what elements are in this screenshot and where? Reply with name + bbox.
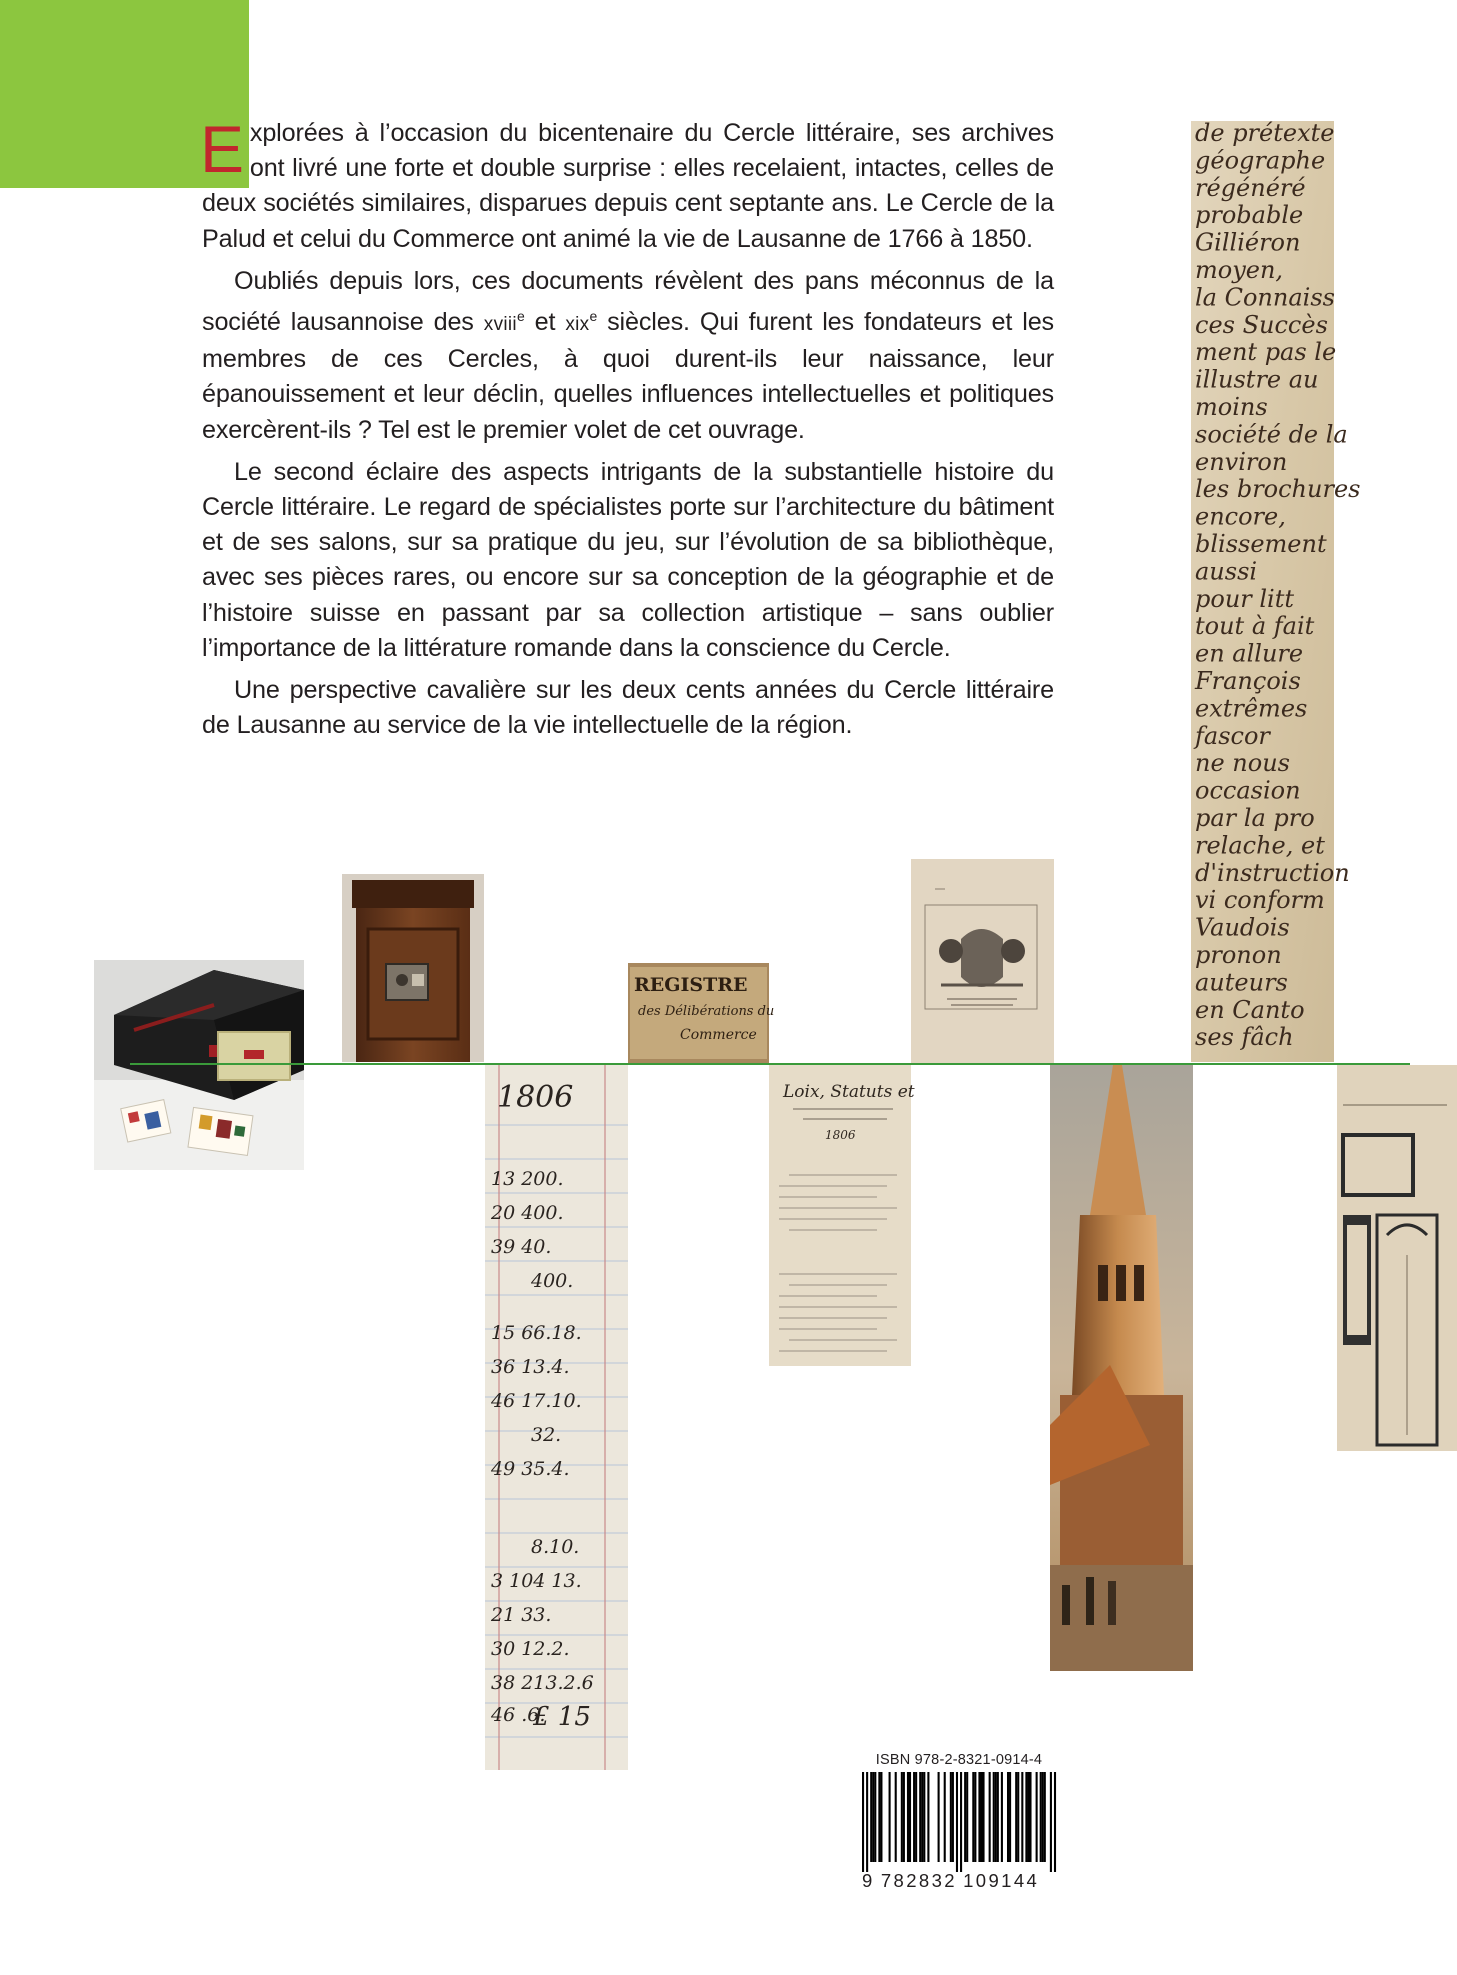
barcode-bar [938, 1772, 940, 1862]
manuscript-line: ment pas le [1195, 338, 1337, 367]
barcode-bar [950, 1772, 952, 1862]
wooden-cabinet-svg [342, 874, 484, 1062]
barcode-bar [1027, 1772, 1029, 1862]
isbn-digits [862, 1870, 1056, 1892]
ledger-entry: 15 66.18. [491, 1322, 582, 1344]
statuts-year: 1806 [825, 1128, 856, 1142]
ledger-entry: 13 200. [491, 1168, 564, 1190]
ledger-total: £ 15 [533, 1702, 591, 1732]
manuscript-line: moyen, [1195, 256, 1284, 284]
manuscript-line: François [1195, 667, 1301, 695]
conjunction: et [524, 308, 566, 337]
barcode-bar [956, 1772, 958, 1872]
manuscript-line: d'instruction [1195, 858, 1350, 887]
manuscript-line: ses fâch [1195, 1023, 1294, 1052]
paragraph-4: Une perspective cavalière sur les deux cents années du Cercle littéraire de Lausanne au service de la vie intellectuelle de la région. [202, 676, 1054, 740]
statuts-document-svg [769, 1065, 915, 1366]
manuscript-line: blissement [1195, 530, 1327, 558]
barcode-bar [1036, 1772, 1038, 1862]
barcode-bar [944, 1772, 946, 1862]
paragraph-1-text: xplorées à l’occasion du bicentenaire du Cercle littéraire, ses archives ont livré une forte et double surprise : elles recelaient, intactes, celles de deux sociétés similaires, disparues depuis cent septante ans. Le Cercle de la Palud et celui du Commerce ont animé la vie de Lausanne de 1766 à 1850. [202, 119, 1054, 253]
manuscript-line: aussi [1195, 557, 1258, 586]
isbn-barcode-block [862, 1752, 1056, 1892]
barcode-bar [1029, 1772, 1031, 1862]
paragraph-3: Le second éclaire des aspects intrigants de la substantielle histoire du Cercle littéraire. Le regard de spécialistes porte sur l’architecture du bâtiment et de ses salons, sur sa pratique du jeu, sur l’évolution de sa bibliothèque, avec ses pièces rares, ou encore sur sa conception de la géographie et de l’histoire suisse en passant par sa collection artistique – sans oublier l’importance de la littérature romande dans la conscience du Cercle. [202, 457, 1054, 662]
barcode-bar [1042, 1772, 1044, 1862]
registre-cover-svg [628, 963, 775, 1063]
barcode-bar [1021, 1772, 1023, 1862]
century-18: xviii [483, 314, 517, 336]
ledger-entry: 21 33. [491, 1604, 552, 1626]
manuscript-line: ne nous [1195, 749, 1290, 778]
wooden-cabinet-image [342, 874, 484, 1062]
barcode-bar [993, 1772, 995, 1862]
barcode-bar [907, 1772, 909, 1862]
barcode-bar [866, 1772, 868, 1872]
barcode-bar [980, 1772, 982, 1862]
barcode-bar [889, 1772, 891, 1862]
manuscript-line: moins [1195, 393, 1268, 421]
ledger-entry: 8.10. [531, 1536, 580, 1558]
barcode-bar [982, 1772, 984, 1862]
superscript-e-2: e [589, 308, 598, 325]
barcode-bar [874, 1772, 876, 1862]
statuts-document-image [769, 1065, 915, 1366]
ledger-entry: 32. [531, 1424, 562, 1446]
century-19: xix [565, 314, 590, 336]
isbn-label: ISBN 978-2-8321-0914-4 [875, 1752, 1043, 1768]
manuscript-line: auteurs [1195, 968, 1288, 997]
manuscript-line: régénéré [1195, 173, 1306, 202]
barcode-bar [989, 1772, 991, 1862]
manuscript-line: vi conform [1195, 886, 1325, 915]
superscript-e-1: e [516, 308, 525, 325]
barcode-bar [997, 1772, 999, 1862]
barcode-bar [913, 1772, 915, 1862]
barcode-bar [927, 1772, 929, 1862]
barcode-bar [974, 1772, 976, 1862]
barcode-bar [880, 1772, 882, 1862]
ledger-entry: 30 12.2. [491, 1638, 570, 1660]
registre-subtitle-2: Commerce [680, 1027, 757, 1043]
manuscript-line: Gilliéron [1195, 228, 1301, 257]
isbn-first-digit: 9 [862, 1870, 875, 1891]
ledger-entry: 46 17.10. [491, 1390, 582, 1412]
ledger-entry: 400. [531, 1270, 574, 1292]
manuscript-strip-image [1191, 119, 1361, 1062]
barcode-bar [872, 1772, 874, 1862]
manuscript-line: encore, [1195, 502, 1286, 531]
manuscript-line: géographe [1195, 146, 1326, 175]
cathedral-painting-svg [1050, 1065, 1193, 1671]
manuscript-line: en Canto [1195, 995, 1305, 1024]
barcode-bar [921, 1772, 923, 1862]
paragraph-2-start: Oubliés depuis lors, ces documents révèlent des pans méconnus de la société lausannoise des [202, 266, 1054, 337]
isbn-left-group: 782832 [880, 1870, 957, 1891]
ledger-entry: 20 400. [491, 1202, 564, 1224]
barcode-bar [1001, 1772, 1003, 1862]
barcode-bar [903, 1772, 905, 1862]
ledger-entry: 3 104 13. [491, 1570, 582, 1592]
armorial-print-svg [911, 859, 1054, 1063]
manuscript-line: fascor [1195, 721, 1270, 750]
barcode-bar [862, 1772, 864, 1872]
manuscript-line: Vaudois [1195, 913, 1290, 942]
barcode-bar [960, 1772, 962, 1872]
registre-cover-image [628, 963, 775, 1063]
manuscript-line: tout à fait [1195, 612, 1315, 641]
barcode-bar [1017, 1772, 1019, 1862]
isbn-right-group: 109144 [963, 1870, 1040, 1891]
barcode-bar [901, 1772, 903, 1862]
barcode-bar [870, 1772, 872, 1862]
manuscript-line: ces Succès [1195, 310, 1328, 339]
armorial-print-image [911, 859, 1054, 1063]
paragraph-1 [200, 112, 1054, 257]
barcode-bar [978, 1772, 980, 1862]
ledger-strip-svg [485, 1065, 628, 1770]
barcode-bar [966, 1772, 968, 1862]
registre-subtitle-1: des Délibérations du [638, 1004, 775, 1019]
back-cover-text [200, 112, 1054, 750]
barcode-bar [919, 1772, 921, 1862]
manuscript-line: de prétexte [1195, 119, 1335, 147]
floor-plan-svg [1337, 1065, 1457, 1451]
cathedral-painting-image [1050, 1065, 1193, 1671]
ledger-entry: 39 40. [491, 1236, 552, 1258]
barcode-bar [909, 1772, 911, 1862]
barcode-bar [1050, 1772, 1052, 1872]
barcode-bar [878, 1772, 880, 1862]
ledger-year: 1806 [497, 1080, 574, 1115]
barcode-bar [1044, 1772, 1046, 1862]
manuscript-line: pour litt [1195, 584, 1295, 613]
playing-cards-image [94, 960, 304, 1170]
ledger-strip-image [485, 1065, 628, 1770]
manuscript-line: la Connaiss [1195, 283, 1335, 312]
barcode-bar [1015, 1772, 1017, 1862]
ledger-entry: 36 13.4. [491, 1356, 570, 1378]
green-horizontal-rule [130, 1063, 1410, 1065]
manuscript-line: en allure [1195, 639, 1304, 668]
statuts-title: Loix, Statuts et [783, 1082, 915, 1102]
manuscript-line: illustre au [1195, 365, 1319, 394]
ledger-entry: 49 35.4. [491, 1458, 570, 1480]
barcode-bar [1025, 1772, 1027, 1862]
manuscript-strip-svg [1191, 119, 1361, 1062]
barcode-bar [1054, 1772, 1056, 1872]
barcode-bar [995, 1772, 997, 1862]
manuscript-line: les brochures [1195, 475, 1361, 504]
manuscript-line: environ [1195, 447, 1288, 476]
manuscript-line: relache, et [1195, 831, 1325, 860]
barcode [862, 1772, 1056, 1872]
barcode-bar [952, 1772, 954, 1862]
registre-label: REGISTRE [634, 974, 748, 996]
ledger-entry: 46 .6. [491, 1704, 546, 1726]
manuscript-line: pronon [1195, 941, 1282, 969]
barcode-bar [1040, 1772, 1042, 1862]
manuscript-line: probable [1195, 201, 1304, 230]
paragraph-2-end: siècles. Qui furent les fondateurs et les membres de ces Cercles, à quoi durent-ils leur naissance, leur épanouissement et leur déclin, quelles influences intellectuelles et politiques exercèrent-ils ? Tel est le premier volet de cet ouvrage. [202, 308, 1054, 444]
barcode-bar [1007, 1772, 1009, 1862]
ledger-entry: 38 213.2.6 [491, 1672, 594, 1694]
barcode-bar [972, 1772, 974, 1862]
floor-plan-image [1337, 1065, 1457, 1451]
barcode-bar [895, 1772, 897, 1862]
playing-cards-svg [94, 960, 304, 1170]
barcode-bar [1009, 1772, 1011, 1862]
paragraph-2 [202, 264, 1054, 448]
manuscript-line: par la pro [1195, 804, 1315, 832]
barcode-bar [964, 1772, 966, 1862]
manuscript-line: extrêmes [1195, 694, 1308, 723]
barcode-bar [915, 1772, 917, 1862]
barcode-bar [923, 1772, 925, 1862]
drop-cap: E [200, 112, 244, 186]
manuscript-line: occasion [1195, 776, 1301, 805]
manuscript-line: société de la [1195, 420, 1348, 449]
